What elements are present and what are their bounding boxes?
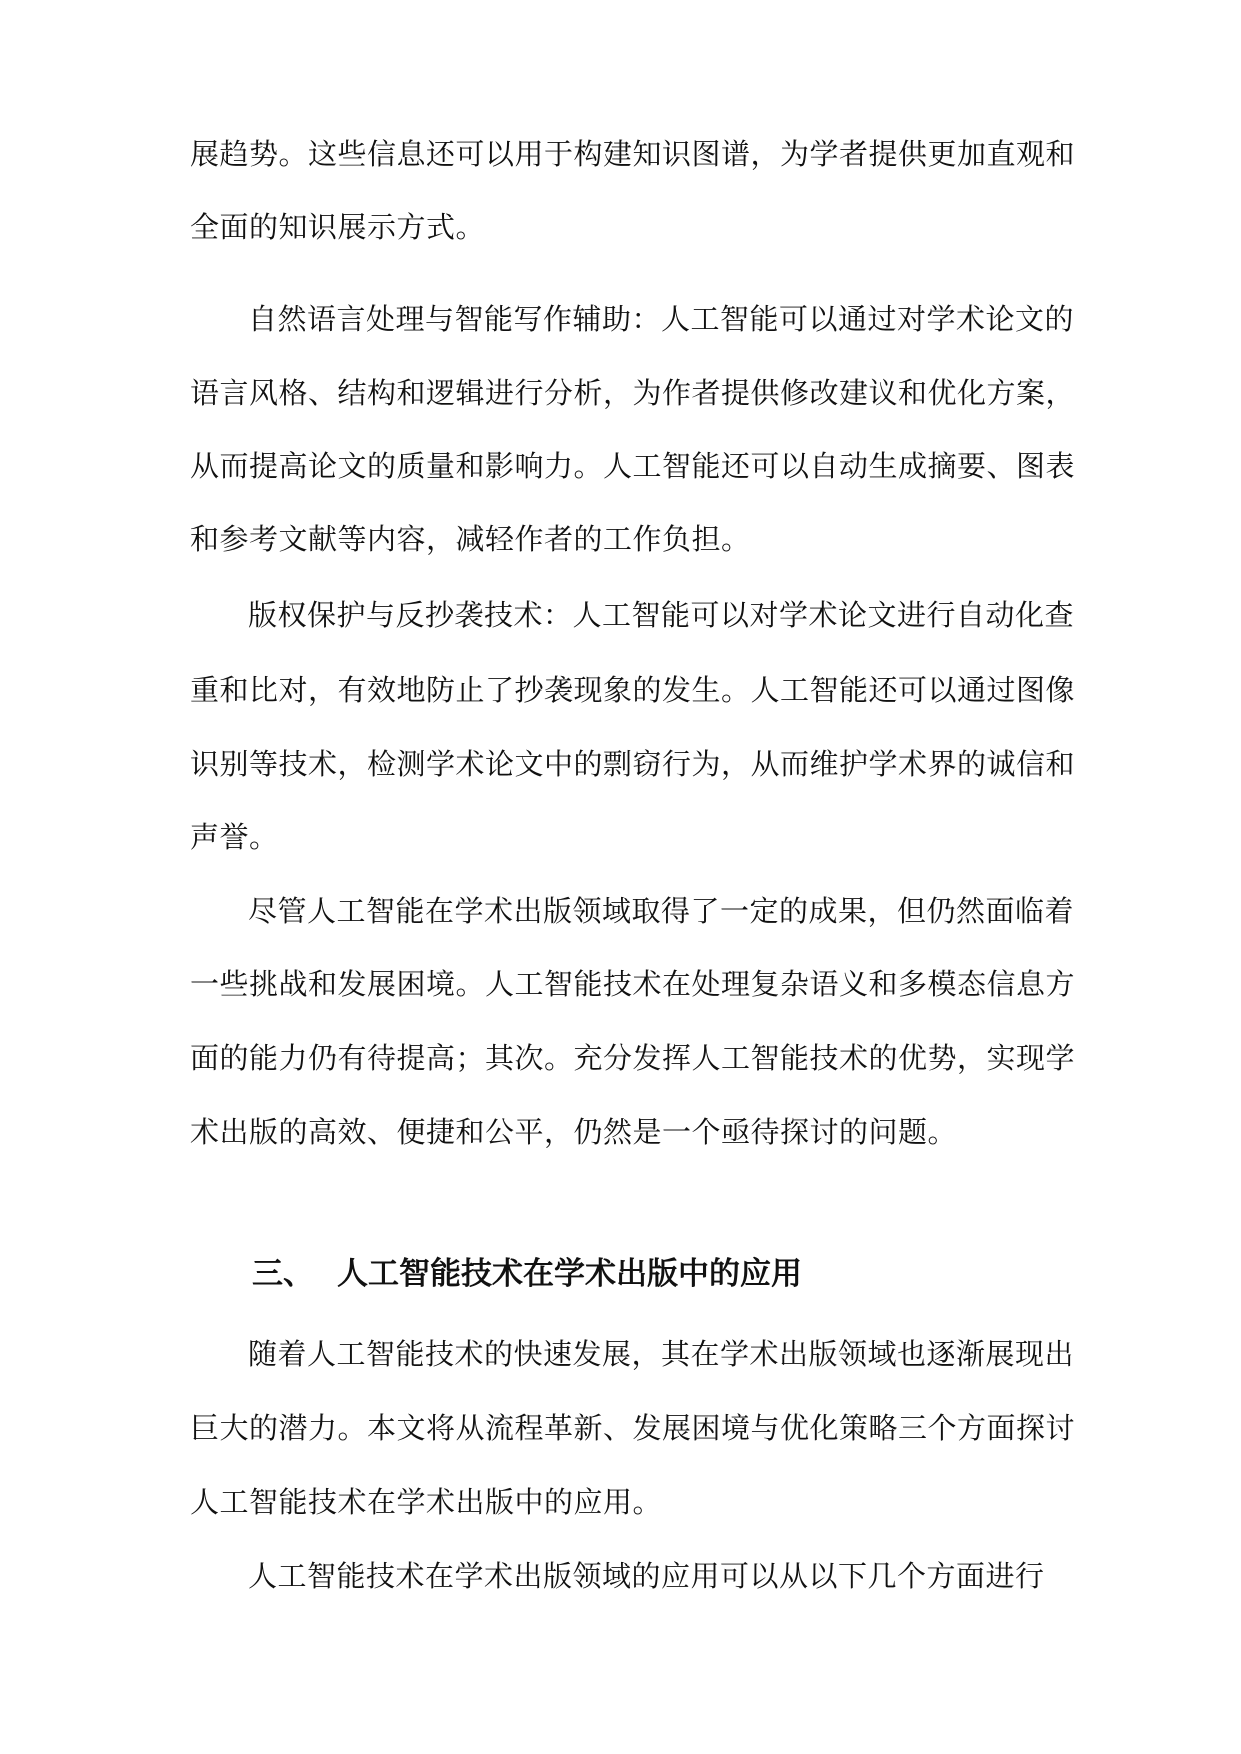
paragraph-line: 巨大的潜力。本文将从流程革新、发展困境与优化策略三个方面探讨 (190, 1411, 1076, 1445)
section-heading (252, 1252, 1032, 1296)
paragraph-line: 面的能力仍有待提高；其次。充分发挥人工智能技术的优势，实现学 (190, 1041, 1076, 1075)
paragraph-line: 一些挑战和发展困境。人工智能技术在处理复杂语义和多模态信息方 (190, 967, 1076, 1001)
paragraph-line: 声誉。 (190, 820, 279, 854)
paragraph-line: 人工智能技术在学术出版中的应用。 (190, 1485, 663, 1519)
paragraph-line: 从而提高论文的质量和影响力。人工智能还可以自动生成摘要、图表 (190, 449, 1076, 483)
paragraph-line: 展趋势。这些信息还可以用于构建知识图谱，为学者提供更加直观和 (190, 137, 1076, 171)
paragraph-line: 人工智能技术在学术出版领域的应用可以从以下几个方面进行 (248, 1559, 1045, 1593)
paragraph-line: 随着人工智能技术的快速发展，其在学术出版领域也逐渐展现出 (248, 1337, 1075, 1371)
paragraph-line: 术出版的高效、便捷和公平，仍然是一个亟待探讨的问题。 (190, 1115, 958, 1149)
paragraph-line: 识别等技术，检测学术论文中的剽窃行为，从而维护学术界的诚信和 (190, 747, 1076, 781)
paragraph-line: 语言风格、结构和逻辑进行分析，为作者提供修改建议和优化方案， (190, 376, 1076, 410)
paragraph-line: 和参考文献等内容，减轻作者的工作负担。 (190, 522, 751, 556)
section-title: 人工智能技术在学术出版中的应用 (337, 1256, 802, 1292)
paragraph-line: 自然语言处理与智能写作辅助：人工智能可以通过对学术论文的 (248, 302, 1075, 336)
paragraph-line: 重和比对，有效地防止了抄袭现象的发生。人工智能还可以通过图像 (190, 673, 1076, 707)
paragraph-line: 尽管人工智能在学术出版领域取得了一定的成果，但仍然面临着 (248, 894, 1075, 928)
paragraph-line: 版权保护与反抄袭技术：人工智能可以对学术论文进行自动化查 (248, 598, 1075, 632)
paragraph-line: 全面的知识展示方式。 (190, 210, 486, 244)
section-number: 三、 (252, 1256, 314, 1292)
